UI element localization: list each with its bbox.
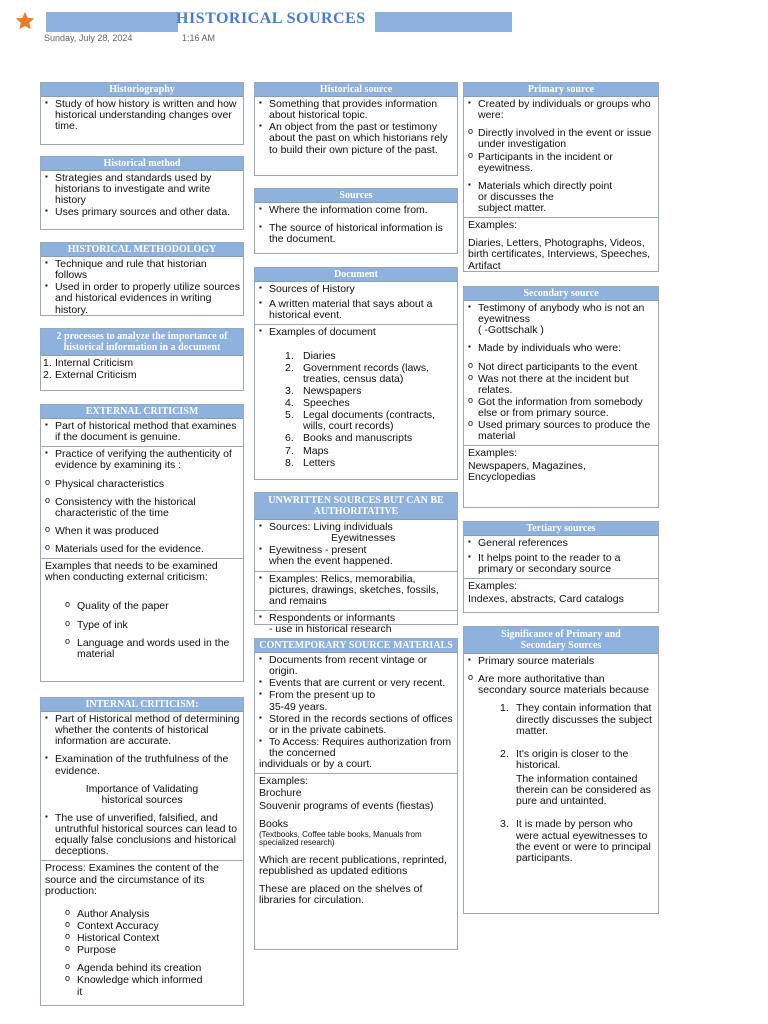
bullet-item: ▪ Events that are current or very recent. <box>255 678 457 689</box>
page-title: HISTORICAL SOURCES <box>176 10 366 27</box>
circle-item: o Historical Context <box>41 933 243 944</box>
numbered-item: 1. Internal Criticism <box>43 357 134 369</box>
processes-box <box>40 328 244 391</box>
numbered-item: 2. External Criticism <box>43 369 137 382</box>
box-title: Historical method <box>41 157 243 171</box>
numbered-item: 6. Books and manuscripts <box>285 432 413 445</box>
circle-item: o Directly involved in the event or issue under investigation <box>464 128 658 150</box>
circle-item: o Materials used for the evidence. <box>41 544 243 555</box>
numbered-item: 5. Legal documents (contracts, wills, court records) <box>285 409 435 433</box>
numbered-item: 2. It's origin is closer to the historical. <box>500 747 629 771</box>
box-title: HISTORICAL METHODOLOGY <box>41 243 243 257</box>
box-title: EXTERNAL CRITICISM <box>41 405 243 419</box>
bullet-item: ▪ Study of how history is written and how historical understanding changes over time. <box>41 99 243 132</box>
bullet-item: ▪ Sources of History <box>255 284 457 295</box>
contemporary-source-box <box>254 638 458 950</box>
bullet-item: ▪ General references <box>464 538 658 549</box>
bullet-item: ▪ Created by individuals or groups who were: <box>464 99 658 121</box>
numbered-item-continued: The information contained therein can be considered as pure and untainted. <box>516 773 651 808</box>
numbered-item: 3. It is made by person who were actual eyewitnesses to the event or were to principal participants. <box>500 818 651 864</box>
circle-item: o Context Accuracy <box>41 921 243 932</box>
circle-item: o Are more authoritative than secondary source materials because <box>464 674 658 696</box>
bullet-item: ▪ The source of historical information is the document. <box>255 223 457 245</box>
bullet-item: ▪ Stored in the records sections of offices or in the private cabinets. <box>255 714 457 736</box>
bullet-item: ▪ Strategies and standards used by historians to investigate and write history <box>41 173 243 206</box>
examples-text: Diaries, Letters, Photographs, Videos, birth certificates, Interviews, Speeches, Artifact <box>468 237 651 272</box>
bullet-item: ▪ Eyewitness - present when the event happened. <box>255 545 457 567</box>
external-criticism-box <box>40 404 244 682</box>
bullet-item: ▪ To Access: Requires authorization from the concerned individuals or by a court. <box>255 737 457 770</box>
shelves-text: These are placed on the shelves of libraries for circulation. <box>259 882 423 906</box>
bullet-item: ▪ Used in order to properly utilize sources and historical evidences in writing history. <box>41 282 243 315</box>
bullet-item: ▪ Examination of the truthfulness of the evidence. <box>41 754 243 776</box>
historical-source-box <box>254 82 458 176</box>
circle-item: o Agenda behind its creation <box>41 963 243 974</box>
process-text: Process: Examines the content of the source and the circumstance of its production: <box>45 862 219 897</box>
numbered-item: 2. Government records (laws, treaties, census data) <box>285 361 430 385</box>
bullet-item: ▪ Materials which directly point or discusses the subject matter. <box>464 181 658 214</box>
star-icon <box>14 10 36 32</box>
box-title: UNWRITTEN SOURCES BUT CAN BE AUTHORITATIVE <box>255 493 457 520</box>
tertiary-sources-box <box>463 521 659 613</box>
bullet-item: ▪ The use of unverified, falsified, and untruthful historical sources can lead to equally false conclusions and historical deceptions. <box>41 813 243 858</box>
bullet-item: ▪ Part of Historical method of determining whether the contents of historical information are accurate. <box>41 714 243 747</box>
bullet-item: ▪ It helps point to the reader to a primary or secondary source <box>464 553 658 575</box>
circle-item: o Got the information from somebody else or from primary source. <box>464 397 658 419</box>
box-title: Historical source <box>255 83 457 97</box>
internal-criticism-box <box>40 697 244 1006</box>
circle-item: o Consistency with the historical characteristic of the time <box>41 497 243 519</box>
circle-item: o Was not there at the incident but relates. <box>464 374 658 396</box>
circle-item: o Participants in the incident or eyewitness. <box>464 152 658 174</box>
circle-item: o When it was produced <box>41 526 243 537</box>
title-bar-right <box>375 12 512 32</box>
circle-item: o Type of ink <box>41 620 243 631</box>
numbered-item: 7. Maps <box>285 444 329 457</box>
box-title: 2 processes to analyze the importance of historical information in a document <box>41 329 243 356</box>
bullet-item: ▪ Testimony of anybody who is not an eyewitness ( -Gottschalk ) <box>464 303 658 336</box>
circle-item: o Quality of the paper <box>41 601 243 612</box>
box-title: Primary source <box>464 83 658 97</box>
numbered-item: 1. They contain information that directly discusses the subject matter. <box>500 702 652 737</box>
circle-item: o Used primary sources to produce the material <box>464 420 658 442</box>
title-bar-left <box>46 12 178 32</box>
circle-item: o Purpose <box>41 945 243 956</box>
bullet-item: ▪ Primary source materials <box>464 656 658 667</box>
bullet-item: ▪ Made by individuals who were: <box>464 343 658 354</box>
document-box <box>254 267 458 480</box>
circle-item: o Not direct participants to the event <box>464 362 658 373</box>
historical-methodology-box <box>40 242 244 316</box>
bullet-item: ▪ Part of historical method that examines if the document is genuine. <box>41 421 243 443</box>
examples-text: Indexes, abstracts, Card catalogs <box>468 592 624 605</box>
box-title: CONTEMPORARY SOURCE MATERIALS <box>255 639 457 653</box>
box-title: Document <box>255 268 457 282</box>
unwritten-sources-box <box>254 492 458 635</box>
publication-text: Which are recent publications, reprinted, republished as updated editions <box>259 853 447 877</box>
examples-label: Examples: <box>468 219 518 232</box>
bullet-item: ▪ An object from the past or testimony about the past on which historians rely to build their own picture of the past. <box>255 122 457 155</box>
examples-label: Examples: <box>468 447 518 460</box>
box-title: Sources <box>255 189 457 203</box>
examples-text: Newspapers, Magazines, Encyclopedias <box>468 459 586 483</box>
example-item: Books <box>259 817 289 830</box>
bullet-item: ▪ Uses primary sources and other data. <box>41 207 243 218</box>
box-title: Significance of Primary and Secondary Sources <box>464 627 658 654</box>
circle-item: o Author Analysis <box>41 909 243 920</box>
examples-label: Examples: <box>259 775 309 788</box>
bullet-item: ▪ Examples of document <box>255 327 457 338</box>
bullet-item: ▪ Examples: Relics, memorabilia, pictures, drawings, sketches, fossils, and remains <box>255 574 457 607</box>
numbered-item: 3. Newspapers <box>285 384 362 397</box>
time-text: 1:16 AM <box>182 33 216 43</box>
example-item: Brochure <box>259 787 302 800</box>
box-title: INTERNAL CRITICISM: <box>41 698 243 712</box>
example-item: Souvenir programs of events (fiestas) <box>259 799 434 812</box>
examples-text: Examples that needs to be examined when conducting external criticism: <box>45 560 218 584</box>
importance-text: Importance of Validating historical sources <box>85 782 199 806</box>
bullet-item: ▪ Documents from recent vintage or origin. <box>255 655 457 677</box>
circle-item: o Language and words used in the material <box>41 638 243 660</box>
box-title: Historiography <box>41 83 243 97</box>
historiography-box <box>40 82 244 145</box>
bullet-item: ▪ Respondents or informants - use in historical research <box>255 613 457 635</box>
numbered-item: 8. Letters <box>285 456 336 469</box>
box-title: Tertiary sources <box>464 522 658 536</box>
circle-item: o Physical characteristics <box>41 479 243 490</box>
circle-item: o Knowledge which informed it <box>41 975 243 997</box>
numbered-item: 1. Diaries <box>285 349 336 362</box>
books-note: (Textbooks, Coffee table books, Manuals from specialized research) <box>259 829 422 848</box>
historical-method-box <box>40 156 244 230</box>
significance-box <box>463 626 659 914</box>
bullet-item: ▪ Practice of verifying the authenticity of evidence by examining its : <box>41 449 243 471</box>
date-text: Sunday, July 28, 2024 <box>44 33 133 43</box>
bullet-item: ▪ Where the information come from. <box>255 205 457 216</box>
sources-box <box>254 188 458 254</box>
bullet-item: ▪ Technique and rule that historian follows <box>41 259 243 281</box>
bullet-item: ▪ A written material that says about a historical event. <box>255 299 457 321</box>
numbered-item: 4. Speeches <box>285 397 350 409</box>
bullet-item: ▪ Sources: Living individuals Eyewitnesses <box>255 522 457 544</box>
bullet-item: ▪ Something that provides information about historical topic. <box>255 99 457 121</box>
box-title: Secondary source <box>464 287 658 301</box>
examples-label: Examples: <box>468 580 518 593</box>
primary-source-box <box>463 82 659 272</box>
bullet-item: ▪ From the present up to 35-49 years. <box>255 690 457 712</box>
secondary-source-box <box>463 286 659 508</box>
